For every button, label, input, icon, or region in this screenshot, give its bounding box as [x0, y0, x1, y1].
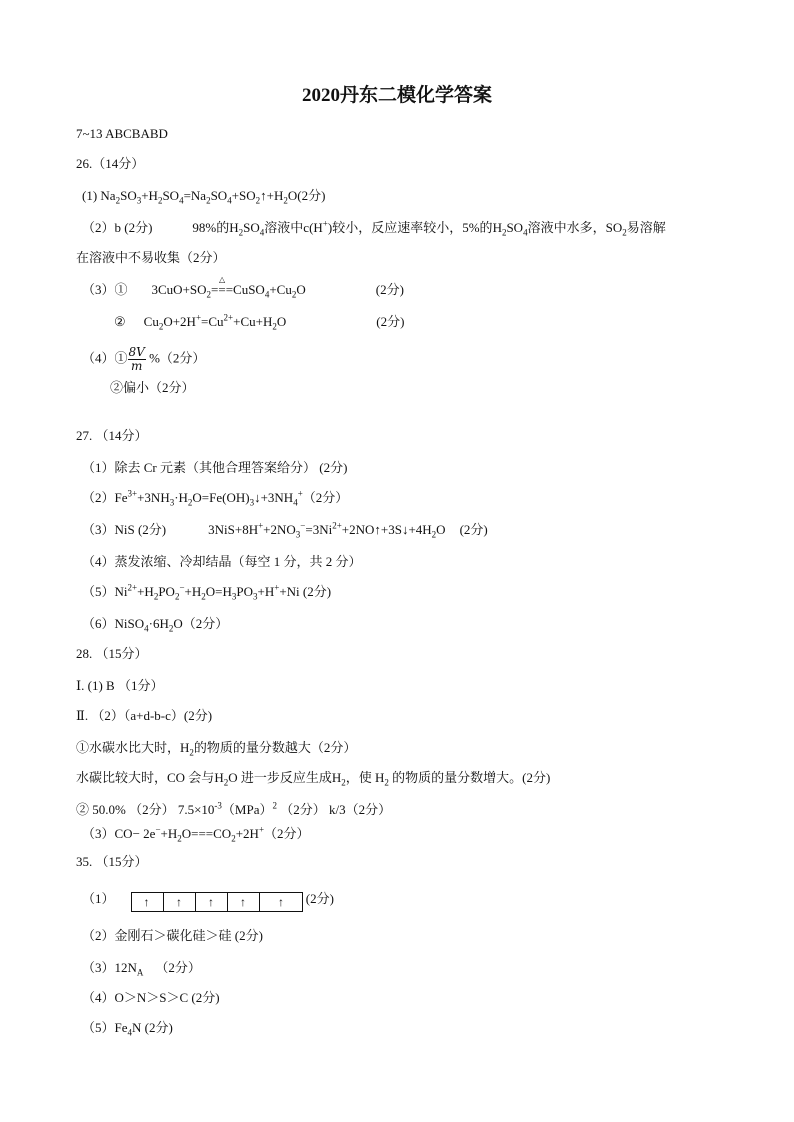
q26-part4-b: ②偏小（2分） [110, 380, 195, 395]
heat-triangle-icon: △ [218, 275, 226, 284]
page-title: 2020丹东二模化学答案 [301, 85, 492, 106]
q35-part2: （2）金刚石＞碳化硅＞硅 (2分) [82, 928, 263, 943]
q35-part4: （4）O＞N＞S＞C (2分) [82, 990, 220, 1005]
q28-line2: 水碳比较大时，CO 会与$H_2O$ 进一步反应生成$H_2$，使 $H_2$ 的物质的量分数增大。(2分) [76, 770, 551, 788]
q35-header: 35. （15分） [76, 854, 148, 869]
orbital-up-arrow-icon: ↑ [259, 892, 303, 912]
q26-part3-eq1: （3）① $3CuO+SO_2$ △ $===CuSO_4+Cu_2O$ (2分) [82, 282, 404, 298]
q35-part5: $(5)Fe_4N$ (2分) [82, 1020, 173, 1038]
q26-part1: (1) $Na_2SO_3+H_2SO_4=Na_2SO_4+SO_2↑+H_2O(2$分) [82, 188, 326, 206]
orbital-up-arrow-icon: ↑ [195, 892, 227, 912]
q27-header: 27. （14分） [76, 428, 148, 443]
q28-header: 28. （15分） [76, 646, 148, 661]
q27-part5: $(5)Ni^{2+}+H_2PO_2^-+H_2O=H_3PO_3+H^++Ni$ (2分) [82, 582, 332, 602]
fraction-8v-over-m: $\frac{8V}{m}$ [128, 345, 145, 373]
q26-part3-eq2: ② $Cu_2O+2H^+=Cu^{2+}+Cu+H_2O$ (2分) [114, 312, 405, 332]
q27-part4: （4）蒸发浓缩、冷却结晶（每空 1 分，共 2 分） [82, 554, 362, 569]
orbital-up-arrow-icon: ↑ [163, 892, 195, 912]
q35-part1: （1） ↑ ↑ ↑ ↑ ↑ (2分) [82, 890, 334, 912]
q26-part2-continued: 在溶液中不易收集（2分） [76, 250, 226, 265]
q28-part-ii: Ⅱ. （2）（a+d-b-c）(2分) [76, 708, 213, 723]
orbital-up-arrow-icon: ↑ [143, 895, 150, 909]
q27-part3: （3）NiS (2分) $3NiS+8H^++2NO_3^-=3Ni^{2+}+2NO↑+3S↓+4H_2O$ (2分) [82, 520, 488, 540]
q27-part2: $(2)Fe^{3+}+3NH_3\cdot H_2O=Fe(OH)_3↓+3NH_4^+(2$分） [82, 488, 349, 508]
q27-part1: （1）除去 Cr 元素（其他合理答案给分） (2分) [82, 460, 348, 475]
q27-part6: $(6)NiSO_4\cdot 6H_2O(2$分） [82, 616, 229, 634]
q28-part3: $(3)CO- 2e^-+H_2O===CO_2+2H^+(2$分） [82, 824, 310, 844]
q26-header: 26.（14分） [76, 156, 145, 171]
q28-line1: ①水碳水比大时，$H_2$的物质的量分数越大（2分） [76, 740, 357, 758]
q26-part4-formula: （4）① $\frac{8V}{m}$ %（2分） [82, 345, 206, 373]
orbital-diagram [131, 892, 303, 912]
q35-part3: $(3)12N_A$ （2分） [82, 960, 201, 978]
multiple-choice-answers: 7~13 ABCBABD [76, 126, 168, 141]
q28-part-i: Ⅰ. (1) B （1分） [76, 678, 164, 693]
q26-part2: （2）b (2分) 98%的$H_2SO_4$溶液中c(H+)较小，反应速率较小，5%的$H_2SO_4$溶液中水多，$SO_2$易溶解 [82, 218, 666, 238]
orbital-up-arrow-icon: ↑ [227, 892, 259, 912]
q28-line3: ② 50.0% （2分） $7.5\times 10^{-3}(MPa)^2$ （2分） k/3（2分） [76, 800, 392, 817]
